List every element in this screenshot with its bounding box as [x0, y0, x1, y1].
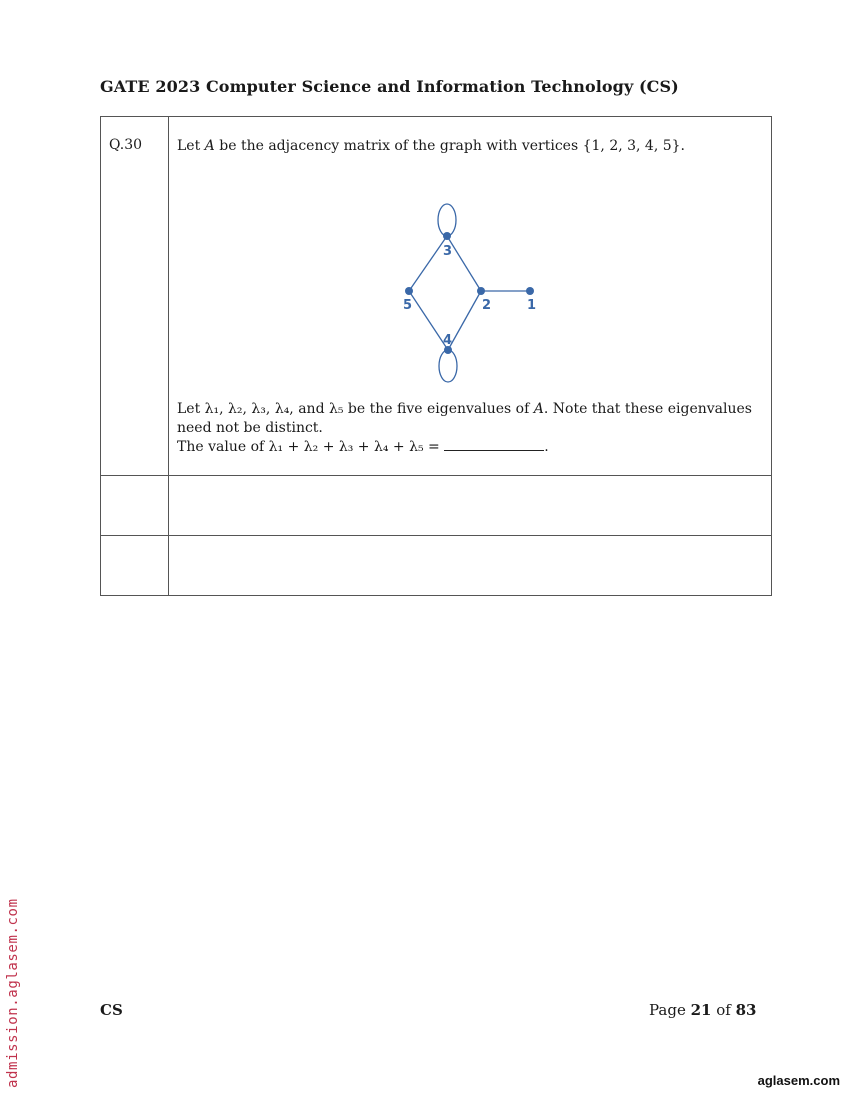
node-2: [477, 287, 485, 295]
page-number: [649, 1001, 756, 1019]
intro-var: A: [204, 138, 215, 154]
question-intro: [177, 137, 763, 156]
page-total: 83: [735, 1001, 757, 1019]
question-body: [169, 117, 772, 476]
eigen-text-1: Let λ₁, λ₂, λ₃, λ₄, and λ₅ be the five eigenvalues of: [177, 401, 534, 417]
node-label-1: 1: [527, 298, 537, 313]
question-table: [100, 116, 772, 596]
empty-cell: [101, 476, 169, 536]
node-label-5: 5: [403, 298, 413, 313]
page-of: of: [711, 1001, 736, 1019]
edge-2-4: [448, 291, 481, 350]
answer-blank: [444, 438, 544, 451]
value-text: The value of λ₁ + λ₂ + λ₃ + λ₄ + λ₅ =: [177, 439, 445, 455]
intro-prefix: Let: [177, 138, 205, 154]
node-label-3: 3: [443, 244, 453, 259]
question-number: Q.30: [101, 117, 169, 476]
watermark: admission.aglasem.com: [5, 898, 21, 1088]
empty-cell: [101, 536, 169, 596]
node-label-2: 2: [482, 298, 492, 313]
empty-row: [101, 536, 772, 596]
edge-3-2: [447, 236, 481, 291]
eigen-statement: [177, 400, 763, 438]
page-prefix: Page: [649, 1001, 691, 1019]
empty-cell: [169, 476, 772, 536]
eigen-var: A: [533, 401, 544, 417]
node-3: [443, 232, 451, 240]
node-5: [405, 287, 413, 295]
site-mark: aglasem.com: [757, 1073, 840, 1088]
node-1: [526, 287, 534, 295]
page-current: 21: [690, 1001, 712, 1019]
question-row: [101, 117, 772, 476]
value-end: .: [544, 439, 549, 455]
edge-4-4: [439, 350, 457, 382]
eigen-text-2: . Note that these eigenvalues need not be distinct.: [177, 401, 752, 436]
node-label-4: 4: [443, 333, 453, 348]
value-statement: [177, 438, 763, 457]
edge-3-5: [409, 236, 447, 291]
intro-suffix: be the adjacency matrix of the graph with vertices {1, 2, 3, 4, 5}.: [214, 138, 685, 154]
page-title: GATE 2023 Computer Science and Information Technology (CS): [100, 77, 679, 96]
footer-subject: CS: [100, 1001, 123, 1019]
empty-cell: [169, 536, 772, 596]
graph-svg: [177, 174, 764, 396]
graph-figure: [177, 174, 763, 396]
edge-3-3: [438, 204, 456, 236]
empty-row: [101, 476, 772, 536]
